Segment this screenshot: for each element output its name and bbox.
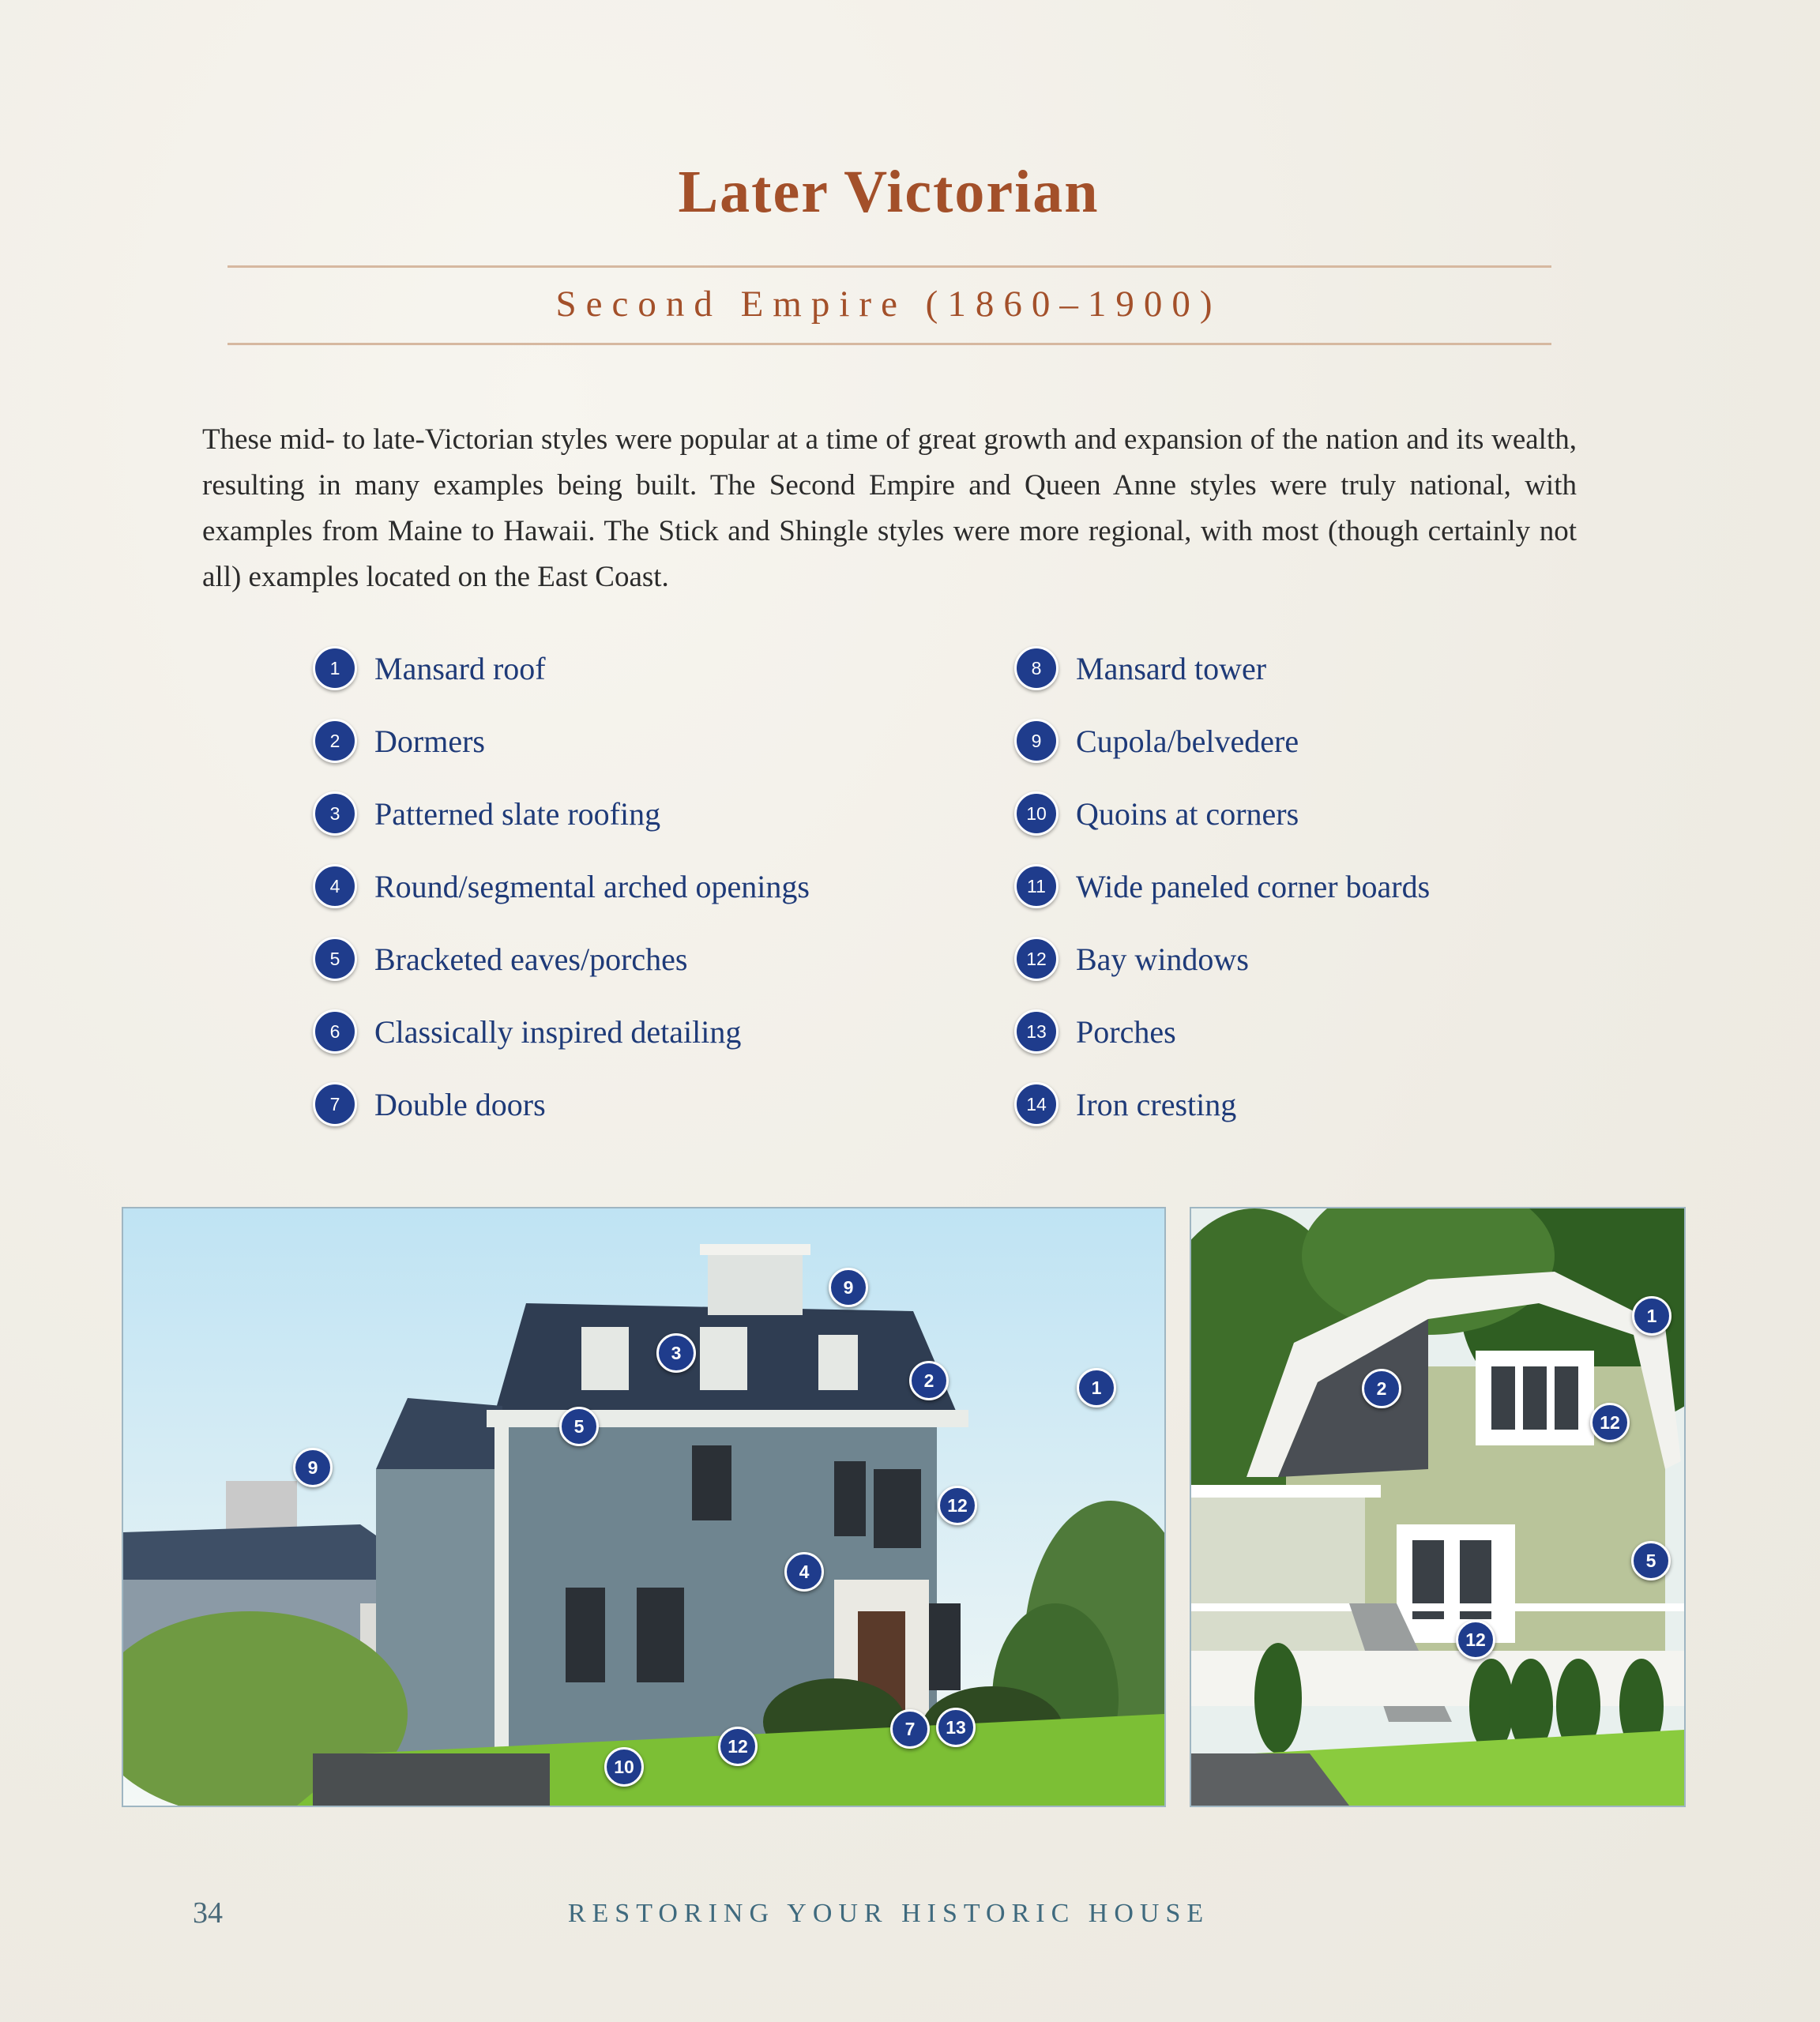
- feature-item: [313, 863, 810, 910]
- feature-item: [313, 645, 810, 692]
- number-badge: 9: [1014, 719, 1059, 763]
- feature-label: Round/segmental arched openings: [374, 868, 810, 904]
- callout-badge: 10: [604, 1747, 644, 1787]
- feature-label: Cupola/belvedere: [1076, 723, 1299, 759]
- callout-badge: 13: [936, 1708, 976, 1747]
- photo-second-empire-house: [122, 1207, 1166, 1807]
- feature-list-right: [1014, 645, 1430, 1128]
- feature-label: Quoins at corners: [1076, 795, 1299, 832]
- number-badge: 5: [313, 937, 357, 981]
- feature-label: Bracketed eaves/porches: [374, 941, 688, 977]
- feature-item: [313, 935, 810, 983]
- feature-label: Double doors: [374, 1086, 546, 1122]
- callout-badge: 12: [1590, 1403, 1630, 1442]
- feature-label: Wide paneled corner boards: [1076, 868, 1431, 904]
- photo-mansard-cottage: [1190, 1207, 1686, 1807]
- feature-label: Bay windows: [1076, 941, 1249, 977]
- feature-label: Classically inspired detailing: [374, 1013, 742, 1050]
- feature-item: [1014, 935, 1430, 983]
- feature-item: [1014, 790, 1430, 837]
- callout-badge: 5: [559, 1407, 599, 1446]
- number-badge: 14: [1014, 1082, 1059, 1126]
- feature-item: [313, 1081, 810, 1128]
- number-badge: 11: [1014, 864, 1059, 908]
- feature-list-left: [313, 645, 810, 1128]
- number-badge: 10: [1014, 791, 1059, 836]
- title-rule-bottom: [228, 343, 1551, 345]
- callout-badge: 7: [890, 1709, 930, 1749]
- callout-badge: 5: [1631, 1541, 1671, 1580]
- number-badge: 3: [313, 791, 357, 836]
- running-footer-title: RESTORING YOUR HISTORIC HOUSE: [567, 1899, 1210, 1928]
- callout-badge: 2: [1362, 1369, 1401, 1408]
- page-number: 34: [193, 1896, 223, 1930]
- feature-item: [313, 790, 810, 837]
- house-illustration-right: [1191, 1208, 1684, 1806]
- number-badge: 1: [313, 646, 357, 690]
- callout-badge: 4: [784, 1552, 824, 1592]
- feature-item: [1014, 717, 1430, 765]
- callout-badge: 1: [1077, 1368, 1116, 1408]
- feature-label: Porches: [1076, 1013, 1176, 1050]
- feature-label: Mansard roof: [374, 650, 546, 686]
- callout-badge: 12: [718, 1727, 758, 1766]
- number-badge: 4: [313, 864, 357, 908]
- callout-badge: 12: [938, 1486, 977, 1525]
- number-badge: 12: [1014, 937, 1059, 981]
- callout-badge: 12: [1456, 1620, 1495, 1659]
- intro-paragraph: These mid- to late-Victorian styles were popular at a time of great growth and expansion of the nation and its wealth, resulting in many examples being built. The Second Empire and Queen Anne styles were truly national, with examples from Maine to Hawaii. The Stick and Shingle styles were more regional, with most (though certainly not all) examples located on the East Coast.: [202, 423, 1577, 593]
- number-badge: 8: [1014, 646, 1059, 690]
- feature-label: Dormers: [374, 723, 485, 759]
- feature-label: Iron cresting: [1076, 1086, 1237, 1122]
- feature-item: [1014, 645, 1430, 692]
- feature-label: Mansard tower: [1076, 650, 1267, 686]
- house-illustration-left: [123, 1208, 1164, 1806]
- feature-label: Patterned slate roofing: [374, 795, 661, 832]
- feature-item: [1014, 1081, 1430, 1128]
- number-badge: 7: [313, 1082, 357, 1126]
- callout-badge: 2: [909, 1361, 949, 1400]
- number-badge: 6: [313, 1009, 357, 1054]
- feature-item: [313, 1008, 810, 1055]
- callout-badge: 1: [1632, 1296, 1671, 1336]
- page-title: Later Victorian: [678, 159, 1100, 225]
- callout-badge: 9: [293, 1448, 333, 1487]
- feature-item: [1014, 863, 1430, 910]
- number-badge: 13: [1014, 1009, 1059, 1054]
- feature-item: [313, 717, 810, 765]
- callout-badge: 9: [829, 1268, 868, 1307]
- title-rule-top: [228, 265, 1551, 268]
- number-badge: 2: [313, 719, 357, 763]
- feature-item: [1014, 1008, 1430, 1055]
- callout-badge: 3: [656, 1333, 696, 1373]
- section-subtitle: Second Empire (1860–1900): [555, 284, 1222, 325]
